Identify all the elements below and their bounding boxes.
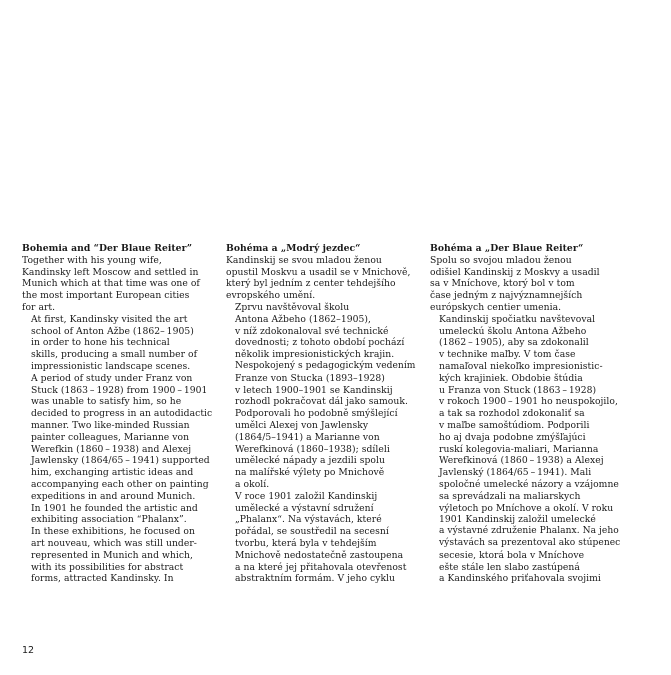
text-line: Munich which at that time was one of xyxy=(22,278,200,290)
text-line: Zprvu navštěvoval školu xyxy=(235,301,350,313)
text-line: school of Anton Ažbe (1862– 1905) xyxy=(31,325,194,337)
text-line: accompanying each other on painting xyxy=(31,478,209,490)
text-line: Kandinsky left Moscow and settled in xyxy=(22,266,199,278)
text-line: sa sprevádzali na maliarskych xyxy=(439,490,581,502)
text-line: dovednosti; z tohoto období pochází xyxy=(235,337,405,349)
column-slovak xyxy=(430,243,621,585)
text-line: výletoch po Mníchove a okolí. V roku xyxy=(439,502,614,514)
text-line: skills, producing a small number of xyxy=(31,349,198,361)
text-line: odišiel Kandinskij z Moskvy a usadil xyxy=(430,266,600,278)
text-line: V roce 1901 založil Kandinskij xyxy=(235,490,378,502)
text-line: exhibiting association “Phalanx”. xyxy=(31,514,187,526)
column-body xyxy=(430,254,621,585)
text-line: namaľoval niekoľko impresionistic- xyxy=(439,360,603,372)
text-line: výstavách sa prezentoval ako stúpenec xyxy=(439,537,621,548)
text-line: a tak sa rozhodol zdokonaliť sa xyxy=(439,408,585,420)
paragraph xyxy=(226,491,414,585)
text-line: který byl jedním z center tehdejšího xyxy=(226,278,396,290)
text-line: Antona Ažbeho (1862–1905), xyxy=(235,313,371,325)
text-line: 1901 Kandinskij založil umelecké xyxy=(439,514,596,526)
text-line: tvorbu, která byla v tehdejším xyxy=(235,537,377,549)
text-line: secesie, ktorá bola v Mníchove xyxy=(439,549,585,561)
column-english xyxy=(22,243,213,585)
text-line: A period of study under Franz von xyxy=(31,372,193,384)
paragraph xyxy=(22,313,213,503)
text-line: Javlenský (1864/65 – 1941). Mali xyxy=(439,467,592,479)
text-line: with its possibilities for abstract xyxy=(31,561,184,573)
text-line: několik impresionistických krajin. xyxy=(235,349,395,361)
text-line: umělecké nápady a jezdili spolu xyxy=(235,455,385,467)
paragraph xyxy=(22,255,210,314)
text-line: na malířské výlety po Mnichově xyxy=(235,467,385,479)
text-line: Werefkinová (1860 – 1938) a Alexej xyxy=(439,455,604,467)
text-line: a výstavné združenie Phalanx. Na jeho xyxy=(439,526,619,537)
text-line: u Franza von Stuck (1863 – 1928) xyxy=(439,384,597,396)
text-line: rozhodl pokračovat dál jako samouk. xyxy=(235,396,408,408)
text-line: Werefkinová (1860–1938); sdíleli xyxy=(235,443,390,455)
text-line: Podporovali ho podobně smýšlející xyxy=(235,408,398,420)
text-line: (1864/5–1941) a Marianne von xyxy=(235,431,380,443)
text-line: ho aj dvaja podobne zmýšľajúci xyxy=(439,431,586,443)
text-line: a Kandinského priťahovala svojimi xyxy=(439,573,601,585)
text-line: Together with his young wife, xyxy=(22,254,162,266)
page-number: 12 xyxy=(22,645,35,656)
paragraph xyxy=(226,255,414,302)
text-line: umeleckú školu Antona Ažbeho xyxy=(439,325,587,337)
text-line: v rokoch 1900 – 1901 ho neuspokojilo, xyxy=(439,396,618,408)
text-line: umělci Alexej von Jawlensky xyxy=(235,419,369,431)
text-line: európskych centier umenia. xyxy=(430,301,562,313)
paragraph xyxy=(226,302,414,491)
text-line: Mnichově nedostatečně zastoupena xyxy=(235,549,404,561)
section-heading: Bohemia and “Der Blaue Reiter” xyxy=(22,243,193,254)
text-line: spoločné umelecké názory a vzájomne xyxy=(439,478,619,490)
text-line: Kandinskij se svou mladou ženou xyxy=(226,254,382,266)
text-line: a na které jej přitahovala otevřenost xyxy=(235,561,407,573)
text-line: Stuck (1863 – 1928) from 1900 – 1901 xyxy=(31,384,208,396)
text-line: v letech 1900–1901 se Kandinskij xyxy=(235,384,393,396)
text-line: for art. xyxy=(22,301,56,313)
text-line: evropského umění. xyxy=(226,290,316,302)
text-line: In these exhibitions, he focused on xyxy=(31,526,195,538)
text-line: Franze von Stucka (1893–1928) xyxy=(235,372,385,384)
text-line: sa v Mníchove, ktorý bol v tom xyxy=(430,278,575,290)
paragraph xyxy=(430,255,618,314)
column-body xyxy=(226,255,414,585)
paragraph xyxy=(22,503,210,586)
section-heading: Bohéma a „Modrý jezdec“ xyxy=(226,243,361,254)
text-line: him, exchanging artistic ideas and xyxy=(31,467,194,479)
column-body xyxy=(22,254,213,585)
paragraph xyxy=(430,313,621,585)
text-line: ešte stále len slabo zastúpená xyxy=(439,561,580,573)
text-line: in order to hone his technical xyxy=(31,337,170,349)
text-line: (1862 – 1905), aby sa zdokonalil xyxy=(439,337,589,349)
text-line: impressionistic landscape scenes. xyxy=(31,360,191,372)
text-line: painter colleagues, Marianne von xyxy=(31,431,190,443)
text-line: „Phalanx“. Na výstavách, které xyxy=(235,514,382,526)
text-line: Nespokojený s pedagogickým vedením xyxy=(235,360,416,371)
text-line: was unable to satisfy him, so he xyxy=(31,396,182,408)
text-line: kých krajiniek. Obdobie štúdia xyxy=(439,372,583,384)
text-line: Kandinskij spočiatku navštevoval xyxy=(439,313,596,325)
text-line: the most important European cities xyxy=(22,290,190,302)
text-line: Jawlensky (1864/65 – 1941) supported xyxy=(31,455,210,467)
text-line: v maľbe samoštúdiom. Podporili xyxy=(439,419,590,431)
text-line: v níž zdokonaloval své technické xyxy=(235,325,389,337)
text-line: forms, attracted Kandinsky. In xyxy=(31,573,174,585)
text-line: manner. Two like-minded Russian xyxy=(31,419,190,431)
text-line: expeditions in and around Munich. xyxy=(31,490,196,502)
text-line: represented in Munich and which, xyxy=(31,549,193,561)
text-line: opustil Moskvu a usadil se v Mnichově, xyxy=(226,266,411,278)
text-line: At first, Kandinsky visited the art xyxy=(31,313,188,325)
text-line: a okolí. xyxy=(235,478,270,490)
text-line: Spolu so svojou mladou ženou xyxy=(430,254,572,266)
text-line: pořádal, se soustředil na secesní xyxy=(235,526,389,538)
text-line: Werefkin (1860 – 1938) and Alexej xyxy=(31,443,192,455)
text-line: umělecké a výstavní sdružení xyxy=(235,502,374,514)
text-line: art nouveau, which was still under- xyxy=(31,537,197,549)
text-line: v technike maľby. V tom čase xyxy=(439,349,576,361)
text-line: abstraktním formám. V jeho cyklu xyxy=(235,573,396,585)
text-line: In 1901 he founded the artistic and xyxy=(31,502,198,514)
section-heading: Bohéma a „Der Blaue Reiter“ xyxy=(430,243,584,254)
text-line: ruskí kolegovia-maliari, Marianna xyxy=(439,443,599,455)
text-line: decided to progress in an autodidactic xyxy=(31,408,213,420)
text-line: čase jedným z najvýznamnejších xyxy=(430,290,583,302)
column-czech xyxy=(226,243,414,585)
